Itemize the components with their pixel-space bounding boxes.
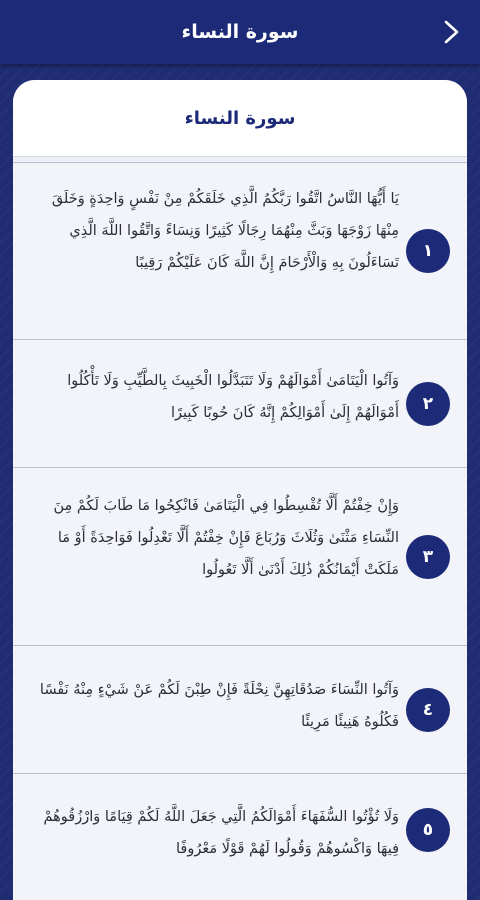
verse-number-badge: ٢ [406,382,450,426]
verse-text: وَآتُوا الْيَتَامَىٰ أَمْوَالَهُمْ وَلَا تَتَبَدَّلُوا الْخَبِيثَ بِالطَّيِّبِ وَلَا تَأْكُلُوا أَمْوَالَهُمْ إِلَىٰ أَمْوَالِكُمْ إِنَّهُ كَانَ حُوبًا كَبِيرًا [67,373,399,421]
verse-text: وَلَا تُؤْتُوا السُّفَهَاءَ أَمْوَالَكُمُ الَّتِي جَعَلَ اللَّهُ لَكُمْ قِيَامًا وَارْزُقُوهُمْ فِيهَا وَاكْسُوهُمْ وَقُولُوا لَهُمْ قَوْلًا مَعْرُوفًا [43,809,399,857]
verse-row[interactable] [13,339,467,467]
verse-row[interactable] [13,773,467,900]
verse-row[interactable] [13,467,467,645]
verse-text: وَآتُوا النِّسَاءَ صَدُقَاتِهِنَّ نِحْلَةً فَإِنْ طِبْنَ لَكُمْ عَنْ شَيْءٍ مِنْهُ نَفْسًا فَكُلُوهُ هَنِيئًا مَرِيئًا [39,682,399,730]
app-bar-title: سورة النساء [181,21,299,43]
verse-number-badge: ٤ [406,688,450,732]
verse-number-badge: ١ [406,229,450,273]
verse-text: يَا أَيُّهَا النَّاسُ اتَّقُوا رَبَّكُمُ الَّذِي خَلَقَكُمْ مِنْ نَفْسٍ وَاحِدَةٍ وَخَلَقَ مِنْهَا زَوْجَهَا وَبَثَّ مِنْهُمَا رِجَالًا كَثِيرًا وَنِسَاءً وَاتَّقُوا اللَّهَ الَّذِي تَسَاءَلُونَ بِهِ وَالْأَرْحَامَ إِنَّ اللَّهَ كَانَ عَلَيْكُمْ رَقِيبًا [51,191,399,271]
verse-text: وَإِنْ خِفْتُمْ أَلَّا تُقْسِطُوا فِي الْيَتَامَىٰ فَانْكِحُوا مَا طَابَ لَكُمْ مِنَ النِّسَاءِ مَثْنَىٰ وَثُلَاثَ وَرُبَاعَ فَإِنْ خِفْتُمْ أَلَّا تَعْدِلُوا فَوَاحِدَةً أَوْ مَا مَلَكَتْ أَيْمَانُكُمْ ذَٰلِكَ أَدْنَىٰ أَلَّا تَعُولُوا [53,498,399,578]
sura-title-card [13,80,467,157]
sura-title: سورة النساء [184,107,296,129]
verse-row[interactable] [13,645,467,773]
app-bar [0,0,480,64]
verse-row[interactable] [13,162,467,339]
back-button[interactable] [434,14,470,50]
chevron-right-icon [441,19,463,45]
verse-number-badge: ٣ [406,535,450,579]
sura-panel [13,80,467,900]
verse-number-badge: ٥ [406,808,450,852]
